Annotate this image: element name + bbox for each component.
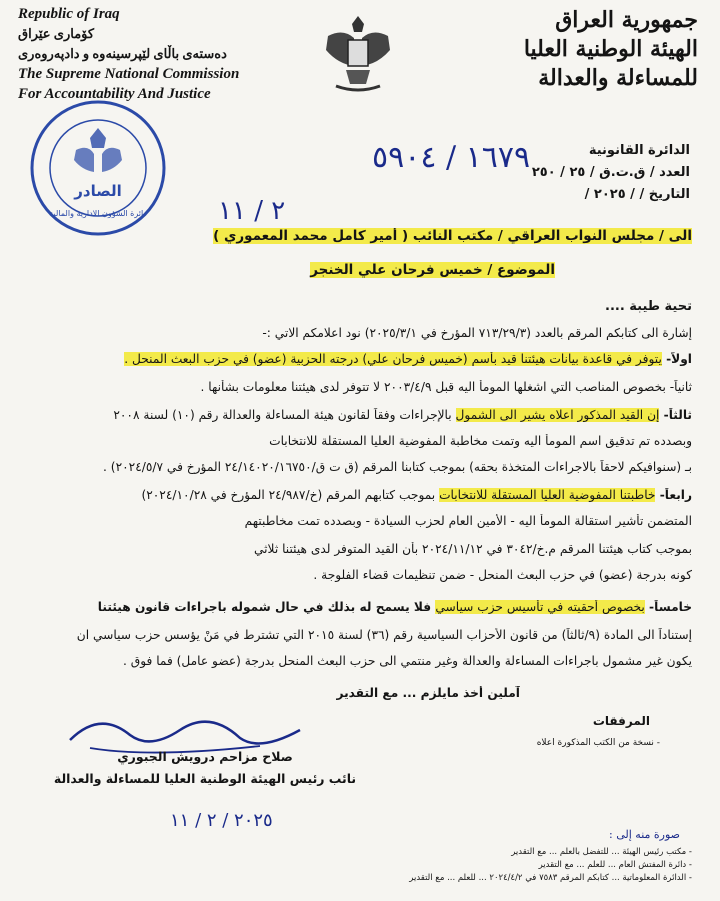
point-four-highlight: خاطبتنا المفوضية العليا المستقلة للانتخابات [439,488,656,502]
signatory-name: صلاح مزاحم درويش الجبوري [117,749,293,764]
subject-line [55,262,555,278]
ref-number: العدد / ق.ت.ق / ٢٥ / ٢٥٠ [531,165,690,180]
point-four-line4: كونه بدرجة (عضو) في حزب البعث المنحل - ضمن تنظيمات قضاء الفلوجة . [313,568,692,582]
point-four [32,488,692,502]
point-two: ثانياً- بخصوص المناصب التي اشغلها المومأ اليه قبل ٢٠٠٣/٤/٩ لا تتوفر لدى هيئتنا معلومات بشأنها . [200,380,692,394]
point-five [32,600,692,614]
handwritten-date: ٢ / ١١ [218,196,286,226]
ar-accountability: للمساءلة والعدالة [538,65,698,91]
point-three-label: ثالثاً- [659,408,692,422]
attachments-title: المرفقات [592,714,650,728]
en-commission: The Supreme National Commission [18,66,240,82]
stamp-dept: دائرة الشؤون الادارية والمالية [49,209,147,218]
point-five-line3: يكون غير مشمول باجراءات المساءلة والعدالة وغير منتمي الى حزب البعث المنحل بدرجة (عضو عامل) فما فوق . [123,654,692,668]
copies-list [232,846,692,885]
closing-line: آملين أخذ مايلزم ... مع التقدير [336,686,520,700]
english-kurdish-header [18,4,248,104]
point-three [32,408,692,422]
point-three-line2: وبصدده تم تدقيق اسم المومأ اليه وتمت مخاطبة المفوضية العليا المستقلة للانتخابات [269,434,692,448]
copies-heading: صورة منه إلى : [609,828,680,841]
outgoing-stamp [28,98,168,238]
handwritten-number: ١٦٧٩ / ٥٩٠٤ [372,140,531,175]
point-three-rest: بالإجراءات وفقاً لقانون هيئة المساءلة والعدالة رقم (١٠) لسنة ٢٠٠٨ [113,408,456,422]
point-four-line2: المتضمن تأشير استقالة المومأ اليه - الأمين العام لحزب السيادة - وبصدده تمت مخاطبتهم [244,514,692,528]
point-four-rest: بموجب كتابهم المرقم (خ/٢٤/٩٨٧ المؤرخ في ٢٠٢٤/١٠/٢٨) [141,488,440,502]
subject-text: الموضوع / خميس فرحان علي الخنجر [310,262,555,278]
point-five-line2: إستناداً الى المادة (٩/ثالثاً) من قانون الأحزاب السياسية رقم (٣٦) لسنة ٢٠١٥ التي تشترط في مَنْ يؤسس حزب سياسي ان [76,628,692,642]
kurdish-republic: کۆماری عێراق [18,26,95,41]
arabic-header [468,6,698,93]
ar-republic: جمهورية العراق [555,7,698,33]
copy-item: - مكتب رئيس الهيئة ... للتفضل بالعلم ... مع التقدير [511,847,692,857]
point-four-label: رابعاً- [655,488,692,502]
greeting: تحية طيبة .... [605,299,692,314]
point-one [32,352,692,366]
recipient-text: الى / مجلس النواب العراقي / مكتب النائب ( أمير كامل محمد المعموري ) [213,228,692,244]
point-five-label: خامساً- [644,600,692,614]
ar-commission: الهيئة الوطنية العليا [523,36,698,62]
point-five-highlight: بخصوص أحقيته في تأسيس حزب سياسي [435,600,645,614]
signatory-title: نائب رئيس الهيئة الوطنية العليا للمساءلة والعدالة [53,771,357,786]
copy-item: - دائرة المفتش العام ... للعلم ... مع التقدير [538,860,692,870]
point-four-line3: بموجب كتاب هيئتنا المرقم م.خ/٣٠٤٢ في ٢٠٢٤/١١/١٢ بأن القيد المتوفر لدى هيئتنا ثلاثي [254,542,692,556]
point-one-text: يتوفر في قاعدة بيانات هيئتنا قيد بأسم (خميس فرحان علي) درجته الحزبية (عضو) في حزب البعث المنحل . [124,352,662,366]
recipient-line [32,228,692,244]
stamp-word: الصادر [74,182,122,200]
point-three-highlight: إن القيد المذكور اعلاه يشير الى الشمول [455,408,660,422]
point-one-label: اولاً- [661,352,692,366]
kurdish-commission: دەستەی باڵای لێپرسینەوە و دادپەروەری [18,46,227,61]
intro-paragraph: إشارة الى كتابكم المرقم بالعدد (٧١٣/٢٩/٣ المؤرخ في ٢٠٢٥/٣/١) نود اعلامكم الاتي :- [262,326,692,340]
point-three-line3: بـ (سنوافيكم لاحقاً بالاجراءات المتخذة بحقه) بموجب كتابنا المرقم (ق ت ق/٢٤/١٤٠٢٠/١٦٧٥٠ المؤرخ في ٢٠٢٤/٥/٧) . [103,460,692,474]
point-five-rest: فلا يسمح له بذلك في حال شموله باجراءات قانون هيئتنا [97,600,436,614]
ref-date: التاريخ / / ٢٠٢٥ / [584,187,690,202]
copy-item: - الدائرة المعلوماتية ... كتابكم المرقم ٧٥٨٣ في ٢٠٢٤/٤/٢ ... للعلم ... مع التقدير [409,873,692,883]
en-accountability: For Accountability And Justice [18,86,211,102]
iraq-eagle-emblem [318,6,398,96]
signature-date: ٢٠٢٥ / ٢ / ١١ [170,810,273,831]
legal-dept: الدائرة القانونية [588,143,690,158]
signature-block [40,746,370,790]
attachments-note: - نسخة من الكتب المذكورة اعلاه [536,738,660,748]
en-republic: Republic of Iraq [18,6,120,22]
